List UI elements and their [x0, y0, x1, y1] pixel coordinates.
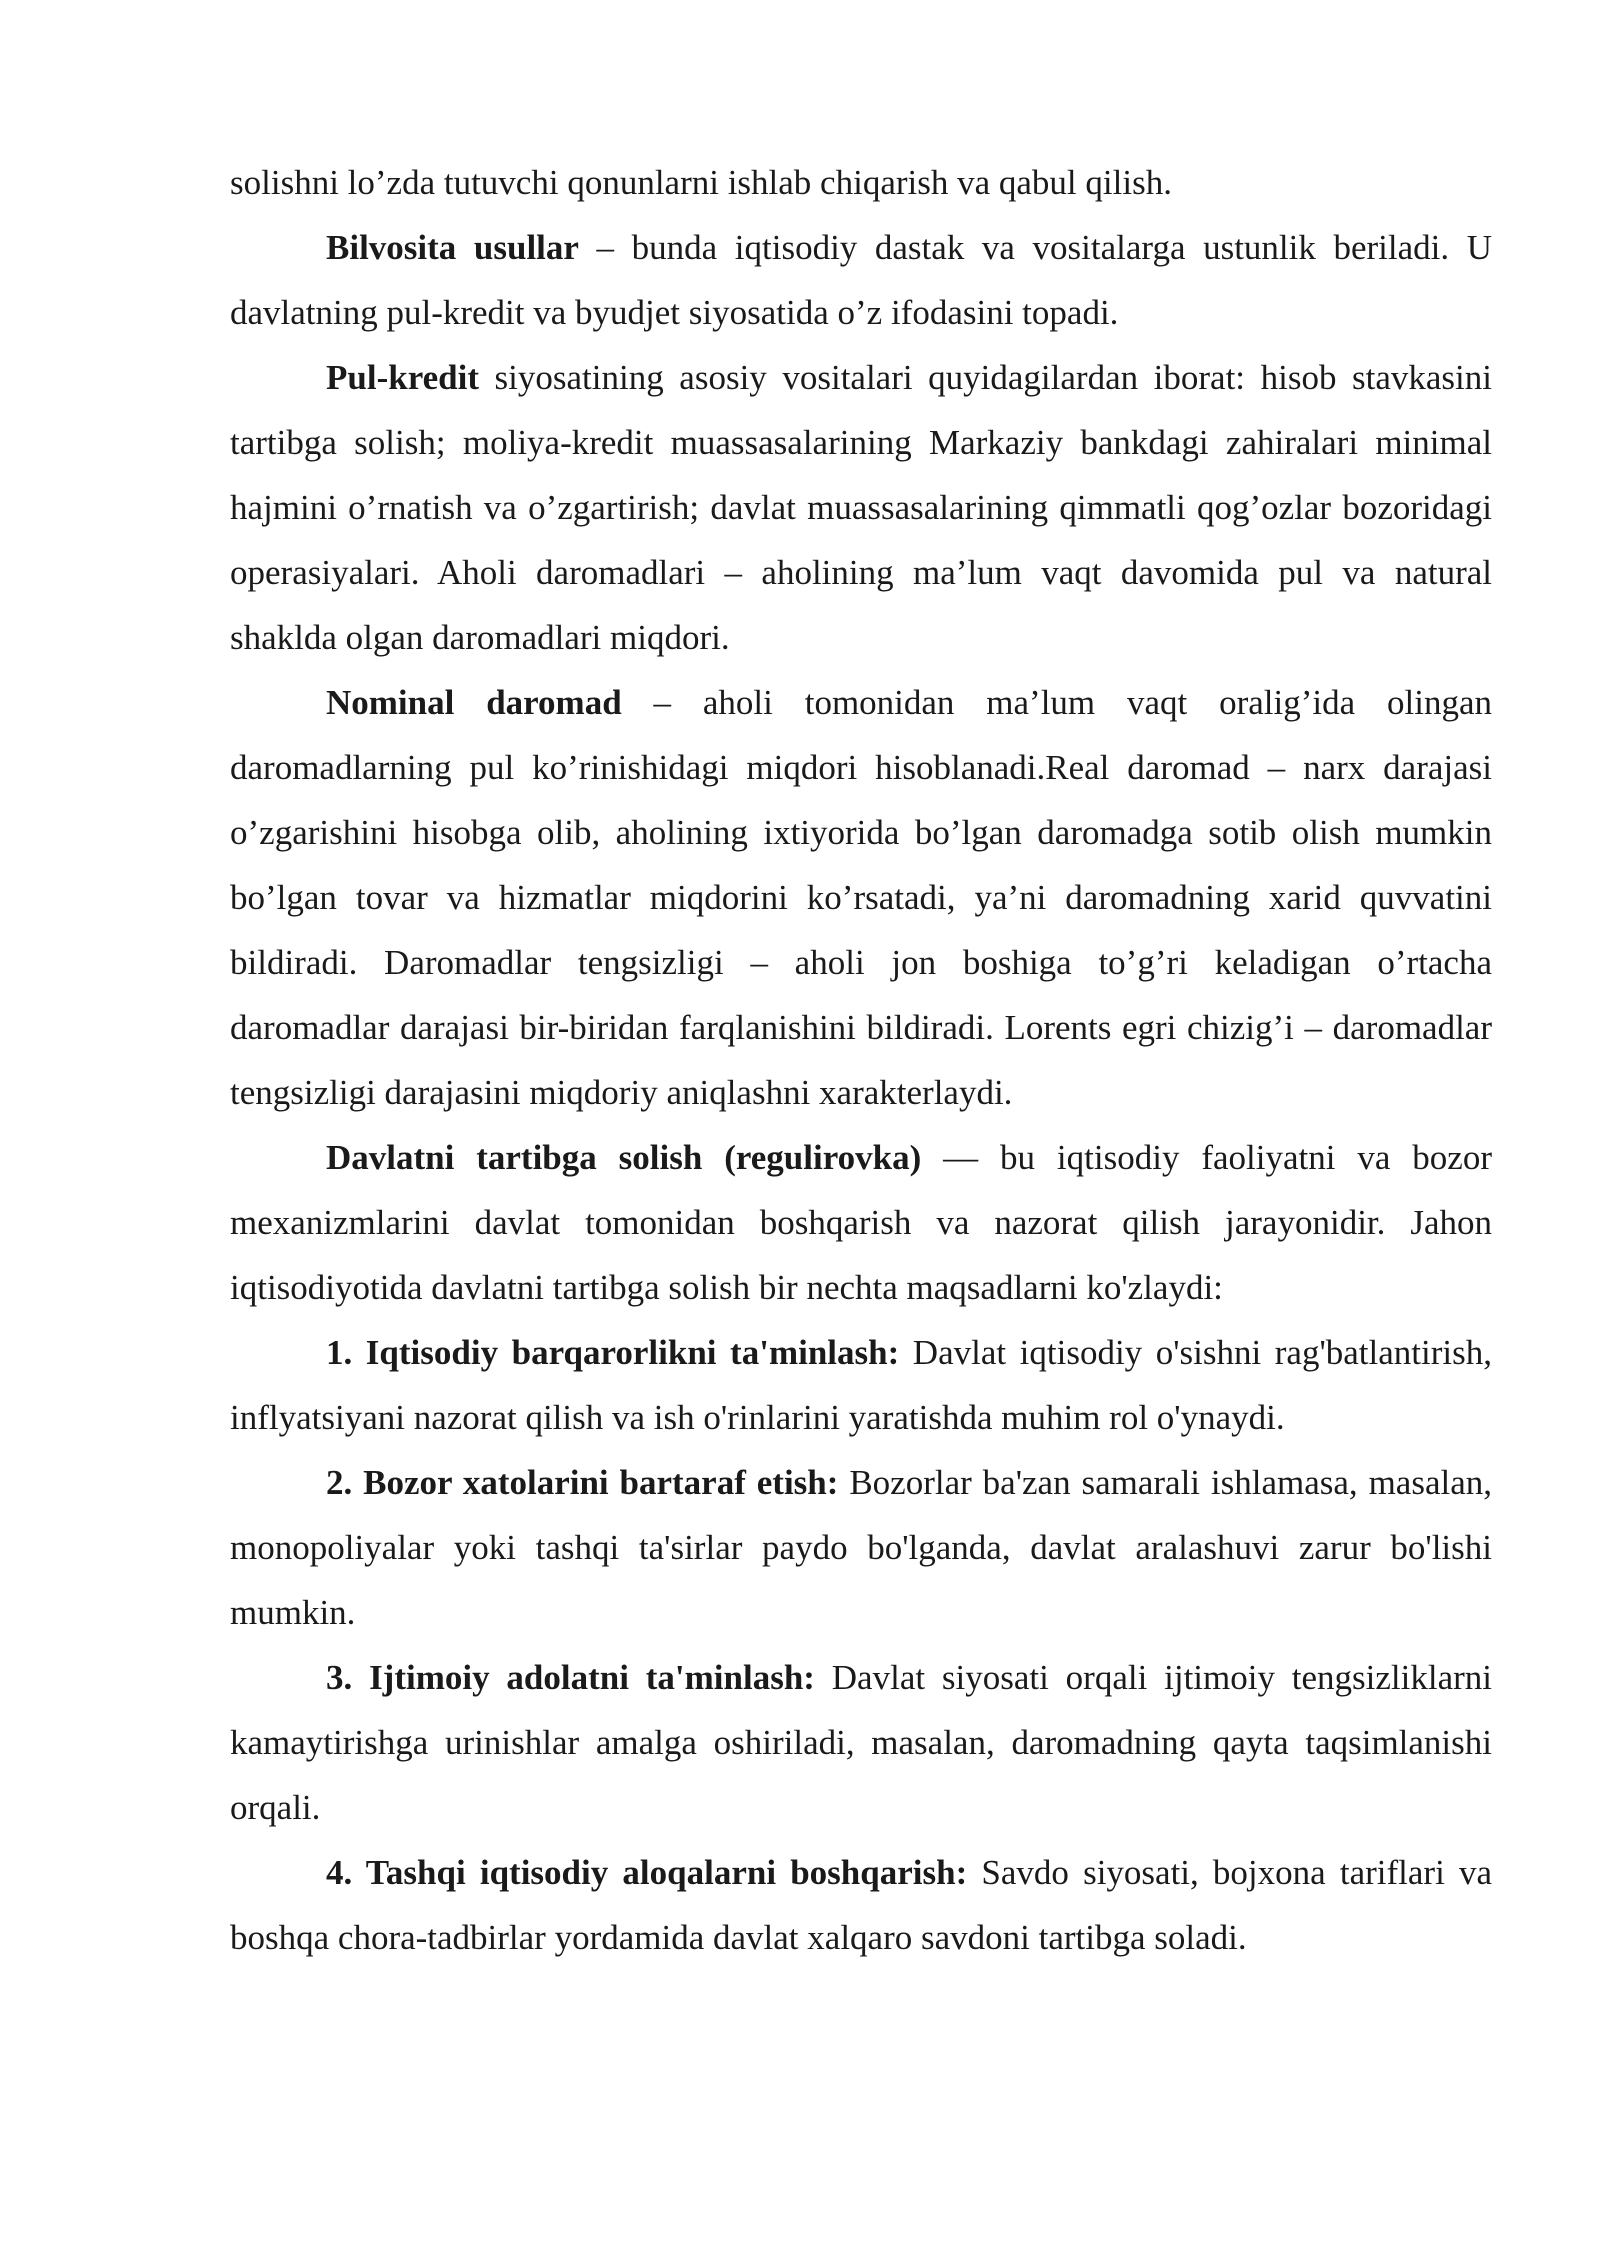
paragraph-text: – aholi tomonidan ma’lum vaqt oralig’ida olingan daromadlarning pul ko’rinishidagi miqdori hisoblanadi.Real daromad – narx darajasi o’zgarishini hisobga olib, aholining ixtiyorida bo’lgan daromadga sotib olish mumkin bo’lgan tovar va hizmatlar miqdorini ko’rsatadi, ya’ni daromadning xarid quvvatini bildiradi. Daromadlar tengsizligi – aholi jon boshiga to’g’ri keladigan o’rtacha daromadlar darajasi bir-biridan farqlanishini bildiradi. Lorents egri chizig’i – daromadlar tengsizligi darajasini miqdoriy aniqlashni xarakterlaydi. — [230, 683, 1492, 1112]
list-item-text: Davlat siyosati orqali ijtimoiy tengsizliklarni kamaytirishga urinishlar amalga oshiriladi, masalan, daromadning qayta taqsimlanishi orqali. — [230, 1658, 1492, 1827]
paragraph-text: – bunda iqtisodiy dastak va vositalarga ustunlik beriladi. U davlatning pul-kredit va byudjet siyosatida o’z ifodasini topadi. — [230, 228, 1493, 332]
list-item-text: Savdo siyosati, bojxona tariflari va boshqa chora-tadbirlar yordamida davlat xalqaro savdoni tartibga soladi. — [230, 1853, 1492, 1957]
document-page — [230, 150, 1492, 1970]
paragraph-text: siyosatining asosiy vositalari quyidagilardan iborat: hisob stavkasini tartibga solish; moliya-kredit muassasalarining Markaziy bankdagi zahiralari minimal hajmini o’rnatish va o’zgartirish; davlat muassasalarining qimmatli qog’ozlar bozoridagi operasiyalari. Aholi daromadlari – aholining ma’lum vaqt davomida pul va natural shaklda olgan daromadlari miqdori. — [230, 358, 1492, 657]
paragraph-term: Nominal daromad — [326, 683, 622, 722]
paragraph-nominal-income — [230, 670, 1492, 1125]
list-item-heading: 1. Iqtisodiy barqarorlikni ta'minlash: — [326, 1333, 900, 1372]
paragraph-text: solishni lo’zda tutuvchi qonunlarni ishlab chiqarish va qabul qilish. — [230, 163, 1172, 202]
list-item-heading: 2. Bozor xatolarini bartaraf etish: — [326, 1463, 839, 1502]
list-item-3 — [230, 1645, 1492, 1840]
list-item-text: Bozorlar ba'zan samarali ishlamasa, masalan, monopoliyalar yoki tashqi ta'sirlar paydo bo'lganda, davlat aralashuvi zarur bo'lishi mumkin. — [230, 1463, 1492, 1632]
list-item-4 — [230, 1840, 1492, 1970]
list-item-1 — [230, 1320, 1492, 1450]
list-item-text: Davlat iqtisodiy o'sishni rag'batlantirish, inflyatsiyani nazorat qilish va ish o'rinlarini yaratishda muhim rol o'ynaydi. — [230, 1333, 1492, 1437]
list-item-heading: 3. Ijtimoiy adolatni ta'minlash: — [326, 1658, 815, 1697]
paragraph-continuation — [230, 150, 1492, 215]
paragraph-monetary-policy — [230, 345, 1492, 670]
paragraph-indirect-methods — [230, 215, 1492, 345]
paragraph-term: Bilvosita usullar — [326, 228, 579, 267]
paragraph-state-regulation — [230, 1125, 1492, 1320]
list-item-heading: 4. Tashqi iqtisodiy aloqalarni boshqarish: — [326, 1853, 968, 1892]
paragraph-term: Davlatni tartibga solish (regulirovka) — [326, 1138, 922, 1177]
list-item-2 — [230, 1450, 1492, 1645]
paragraph-text: — bu iqtisodiy faoliyatni va bozor mexanizmlarini davlat tomonidan boshqarish va nazorat qilish jarayonidir. Jahon iqtisodiyotida davlatni tartibga solish bir nechta maqsadlarni ko'zlaydi: — [230, 1138, 1492, 1307]
paragraph-term: Pul-kredit — [326, 358, 479, 397]
